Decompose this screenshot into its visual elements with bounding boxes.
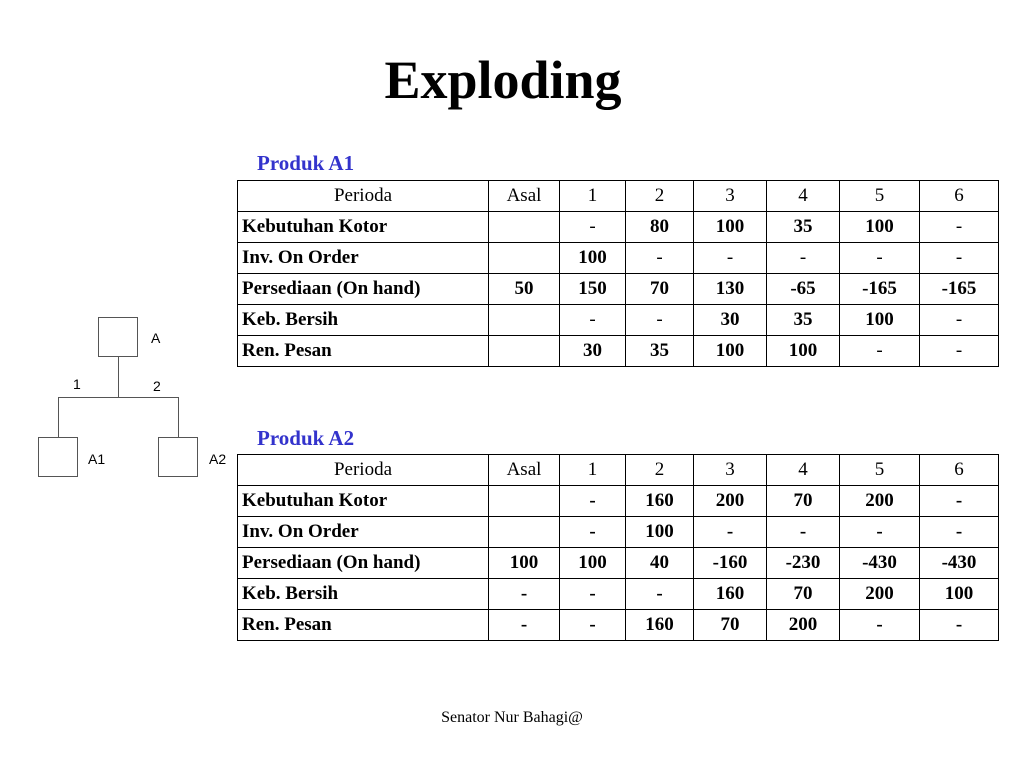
table-row [238,336,999,367]
table-cell: 200 [840,579,920,610]
table-cell: 80 [626,212,694,243]
footer-credit: Senator Nur Bahagi@ [441,709,583,726]
table-cell: 200 [840,486,920,517]
table-row [238,243,999,274]
table-cell: 200 [694,486,767,517]
header-cell: 6 [920,181,999,212]
table-cell: 70 [767,486,840,517]
table-cell: - [489,610,560,641]
header-cell: Perioda [238,181,489,212]
header-cell: 3 [694,181,767,212]
table-cell: - [694,243,767,274]
table-cell: 50 [489,274,560,305]
header-cell: 6 [920,455,999,486]
table-cell: 150 [560,274,626,305]
table-cell: 30 [694,305,767,336]
table-cell: 30 [560,336,626,367]
table-cell: 70 [626,274,694,305]
table-cell: 130 [694,274,767,305]
table-cell: - [489,579,560,610]
row-label: Keb. Bersih [238,579,489,610]
table-cell: - [560,610,626,641]
header-cell: Asal [489,455,560,486]
table-cell: 70 [767,579,840,610]
header-cell: 1 [560,455,626,486]
row-label: Inv. On Order [238,517,489,548]
mrp-table-a2 [237,454,999,641]
table-cell: -430 [840,548,920,579]
table-cell: - [840,517,920,548]
table-cell: 100 [489,548,560,579]
tree-qty-left: 1 [73,376,81,392]
table-cell: - [920,243,999,274]
table-cell: 40 [626,548,694,579]
table-cell: 35 [626,336,694,367]
table-cell: 160 [626,610,694,641]
header-cell: 5 [840,455,920,486]
table-row [238,212,999,243]
table-cell: - [560,212,626,243]
table-cell: -160 [694,548,767,579]
table-cell: 100 [920,579,999,610]
table-cell: - [626,305,694,336]
row-label: Ren. Pesan [238,336,489,367]
table-cell: 35 [767,212,840,243]
header-cell: 1 [560,181,626,212]
table-cell: - [694,517,767,548]
table-cell: - [626,579,694,610]
table-row [238,548,999,579]
table-cell: -65 [767,274,840,305]
table-row [238,517,999,548]
table-row [238,305,999,336]
tree-connector-left [58,397,59,438]
section-title-a1: Produk A1 [257,151,355,175]
page-title: Exploding [384,50,622,110]
table-cell [489,305,560,336]
table-cell [489,243,560,274]
table-cell: - [920,336,999,367]
mrp-table-a1 [237,180,999,367]
header-cell: 5 [840,181,920,212]
header-cell: 4 [767,455,840,486]
tree-node-left [38,437,78,477]
tree-qty-right: 2 [153,378,161,394]
table-cell: - [560,517,626,548]
table-cell: - [767,517,840,548]
table-cell: 100 [560,243,626,274]
table-cell: - [560,579,626,610]
table-cell: - [920,212,999,243]
table-cell: 100 [840,212,920,243]
row-label: Ren. Pesan [238,610,489,641]
tree-node-right [158,437,198,477]
table-cell: -230 [767,548,840,579]
table-row [238,579,999,610]
table-cell [489,212,560,243]
table-cell: 160 [694,579,767,610]
table-header-row [238,181,999,212]
section-title-a2: Produk A2 [257,426,355,450]
row-label: Inv. On Order [238,243,489,274]
tree-label-left: A1 [88,451,106,467]
header-cell: 2 [626,455,694,486]
table-cell: - [840,610,920,641]
header-cell: 4 [767,181,840,212]
tree-label-right: A2 [209,451,227,467]
table-cell: 100 [694,336,767,367]
row-label: Persediaan (On hand) [238,548,489,579]
table-cell: - [560,305,626,336]
table-cell: 70 [694,610,767,641]
table-cell [489,486,560,517]
table-cell: 100 [767,336,840,367]
table-cell: -430 [920,548,999,579]
row-label: Persediaan (On hand) [238,274,489,305]
table-cell: 35 [767,305,840,336]
table-row [238,610,999,641]
table-cell: - [920,486,999,517]
header-cell: 3 [694,455,767,486]
table-header-row [238,455,999,486]
table-cell: - [840,243,920,274]
table-cell: 200 [767,610,840,641]
table-cell: - [920,517,999,548]
table-cell: - [560,486,626,517]
header-cell: Asal [489,181,560,212]
row-label: Kebutuhan Kotor [238,212,489,243]
table-cell: 100 [840,305,920,336]
tree-connector-right [178,397,179,438]
table-cell: - [840,336,920,367]
table-cell [489,517,560,548]
table-cell: 100 [694,212,767,243]
header-cell: 2 [626,181,694,212]
tree-connector-vertical [118,357,119,398]
table-cell: 100 [626,517,694,548]
table-cell: - [920,305,999,336]
row-label: Kebutuhan Kotor [238,486,489,517]
table-cell [489,336,560,367]
tree-label-root: A [151,330,161,346]
tree-connector-horizontal [58,397,179,398]
table-cell: 160 [626,486,694,517]
table-cell: - [626,243,694,274]
table-row [238,274,999,305]
table-cell: 100 [560,548,626,579]
row-label: Keb. Bersih [238,305,489,336]
tree-node-root [98,317,138,357]
table-cell: - [920,610,999,641]
table-cell: - [767,243,840,274]
header-cell: Perioda [238,455,489,486]
table-cell: -165 [920,274,999,305]
table-row [238,486,999,517]
table-cell: -165 [840,274,920,305]
